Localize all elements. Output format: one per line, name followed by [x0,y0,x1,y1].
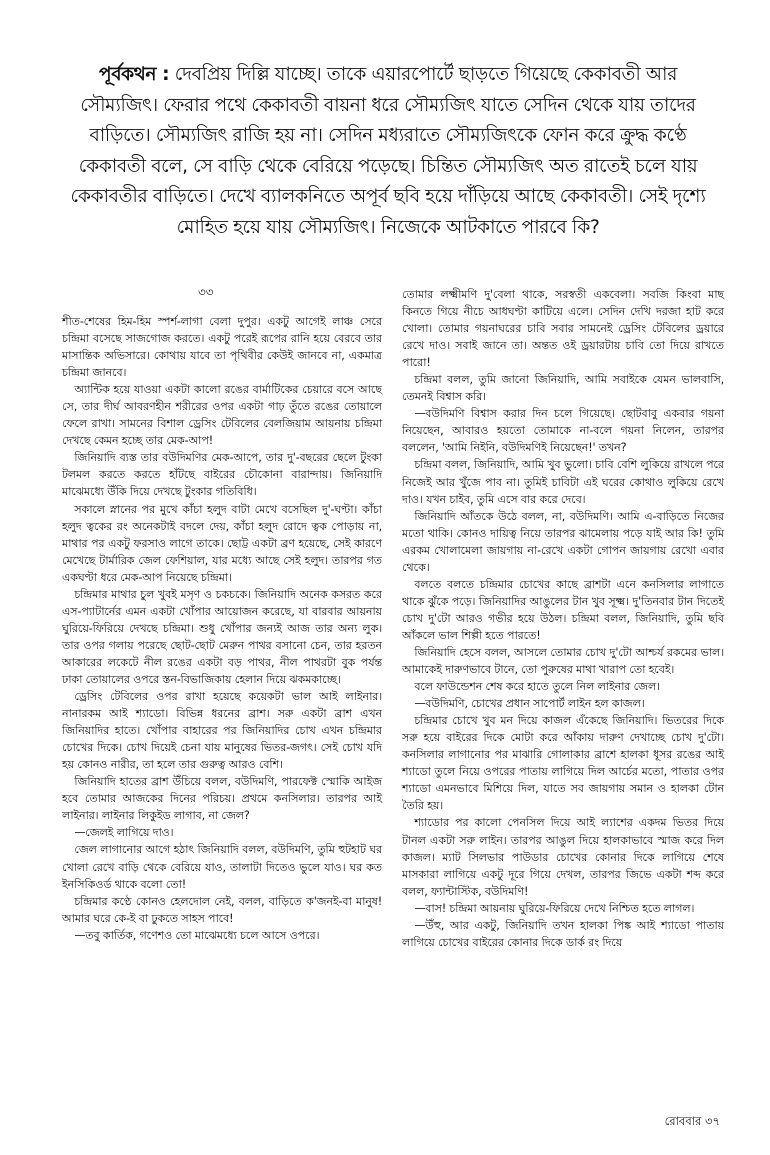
paragraph: চন্দ্রিমা বলল, তুমি জানো জিনিয়াদি, আমি সবাইকে যেমন ভালবাসি, তেমনই বিশ্বাস করি। [402,373,724,404]
paragraph: জিনিয়াদি আঁতকে উঠে বলল, না, বউদিমণি। আমি এ-বাড়িতে নিজের মতো থাকি। কোনও দায়িত্ব নিয়ে তারপর ঝামেলায় পড়ে যাই আর কি! তুমি এরকম খোলামেলা জায়গায় না-রেখে একটা গোপন জায়গায় রেখো এবার থেকে। [402,509,724,574]
paragraph: চন্দ্রিমার কণ্ঠে কোনও হেলদোল নেই, বলল, বাড়িতে ক'জনই-বা মানুষ! আমার ঘরে কে-ই বা ঢুকতে সাহস পাবে! [62,894,382,925]
dialogue: —বাস! চন্দ্রিমা আয়নায় ঘুরিয়ে-ফিরিয়ে দেখে নিশ্চিত হতে লাগল। [414,901,695,915]
dialogue: —তবু কার্তিক, গণেশও তো মাঝেমধ্যে চলে আসে ওপরে। [74,928,320,942]
paragraph: ড্রেসিং টেবিলের ওপর রাখা হয়েছে কয়েকটা ভাল আই লাইনার। নানারকম আই শ্যাডো। বিভিন্ন ধরনের ব্রাশ। সরু একটা ব্রাশ এখন জিনিয়াদির হাতে। খোঁপার বাহারের পর জিনিয়াদির চোখ এখন চন্দ্রিমার চোখের দিকে। চোখ দিয়েই চেনা যায় মানুষের ভিতর-জগৎ। সেই চোখ যদি হয় কোনও নারীর, তা হলে তার গুরুত্ব আরও বেশি। [62,690,382,772]
dialogue: —বউদিমণি বিশ্বাস করার দিন চলে গিয়েছে। ছোটবাবু একবার গয়না নিয়েছেন, আবারও হয়তো তোমাকে না-বলে গয়না নিলেন, তারপর বললেন, 'আমি নিইনি, বউদিমণিই নিয়েছেন!' তখন? [402,407,724,455]
page-folio: রোববার ৩৭ [664,1114,720,1128]
paragraph: জিনিয়াদি ব্যস্ত তার বউদিমণির মেক-আপে, তার দু'-বছরের ছেলে টুংকা টলমল করতে করতে হাঁটছে বাইরের চৌকোনা বারান্দায়। জিনিয়াদি মাঝেমধ্যে উঁকি দিয়ে দেখছে টুংকার গতিবিধি। [62,451,382,499]
paragraph: চন্দ্রিমার মাথার চুল খুবই মসৃণ ও চকচকে। জিনিয়াদি অনেক কসরত করে এস-প্যাটার্নের এমন একটা খোঁপার আয়োজন করেছে, যা বারবার আয়নায় ঘুরিয়ে-ফিরিয়ে দেখছে চন্দ্রিমা। শুধু খোঁপার জন্যই আজ তার অন্য লুক। তার ওপর গলায় পরেছে ছোট-ছোট মেরুন পাথর বসানো চেন, তার হরতন আকারের লকেটে নীল রঙের একটা বড় পাথর, নীল পাথরটা বুক পর্যন্ত ঢাকা তোয়ালের ওপরে স্তন-বিভাজিকায় হেলান দিয়ে ঝকমকাচ্ছে। [62,587,382,686]
dialogue: —বউদিমণি, চোখের প্রধান সাপোর্ট লাইন হল কাজল। [414,697,645,711]
paragraph: তোমার লক্ষ্মীমণি দু'বেলা থাকে, সরস্বতী একবেলা। সবজি কিংবা মাছ কিনতে গিয়ে নীচে আধঘণ্টা কাটিয়ে এলে। সেদিন দেখি দরজা হাট করে খোলা। তোমার গয়নাঘরের চাবি সবার সামনেই ড্রেসিং টেবিলের ড্রয়ারে রেখে দাও। সবাই জানে তা। অন্তত ওই ড্রয়ারটায় চাবি তো দিয়ে রাখতে পারো! [402,288,724,370]
recap-text: দেবপ্রিয় দিল্লি যাচ্ছে। তাকে এয়ারপোর্টে ছাড়তে গিয়েছে কেকাবতী আর সৌম্যজিৎ। ফেরার পথে কেকাবতী বায়না ধরে সৌম্যজিৎ যাতে সেদিন থেকে যায় তাদের বাড়িতে। সৌম্যজিৎ রাজি হয় না। সেদিন মধ্যরাতে সৌম্যজিৎকে ফোন করে ক্রুদ্ধ কণ্ঠে কেকাবতী বলে, সে বাড়ি থেকে বেরিয়ে পড়েছে। চিন্তিত সৌম্যজিৎ অত রাতেই চলে যায় কেকাবতীর বাড়িতে। দেখে ব্যালকনিতে অপূর্ব ছবি হয়ে দাঁড়িয়ে আছে কেকাবতী। সেই দৃশ্যে মোহিত হয়ে যায় সৌম্যজিৎ। নিজেকে আটকাতে পারবে কি? [70,64,706,238]
dialogue: —উঁহু, আর একটু, জিনিয়াদি তখন হালকা পিঙ্ক আই শ্যাডো পাতায় লাগিয়ে চোখের বাইরের কোনার দিকে ডার্ক রং দিয়ে [402,918,724,949]
paragraph: সকালে স্নানের পর মুখে কাঁচা হলুদ বাটা মেখে বসেছিল দু'-ঘণ্টা। কাঁচা হলুদ ত্বকের রং অনেকটাই বদলে দেয়, কাঁচা হলুদ রোদে ত্বক পোড়ায় না, মাথার পর একটু ফরসাও লাগে তাকে। ছোট্ট একটা ব্রণ হয়েছে, সেই কারণে মেখেছে টার্মারিক জেল ফেশিয়াল, যার মধ্যে আছে সেই হলুদ। তারপর গত একঘণ্টা ধরে মেক-আপ নিয়েছে চন্দ্রিমা। [62,502,382,584]
paragraph: শ্যাডোর পর কালো পেনসিল দিয়ে আই ল্যাশের একদম ভিতর দিয়ে টানল একটা সরু লাইন। তারপর আঙুল দিয়ে হালকাভাবে স্মাজ করে দিল কাজল। ম্যাট সিলভার পাউডার চোখের কোনার দিকে লাগিয়ে শেষে মাসকারা লাগিয়ে একটু দূরে গিয়ে দেখল, তারপর জিভে একটা শব্দ করে বলল, ফ্যান্টাস্টিক, বউদিমণি! [402,816,724,898]
paragraph: বলতে বলতে চন্দ্রিমার চোখের কাছে ব্রাশটা এনে কনসিলার লাগাতে থাকে ঝুঁকে পড়ে। জিনিয়াদির আঙুলের টান খুব সূক্ষ্ম। দু'তিনবার টান দিতেই চোখ দু'টো আরও গভীর হয়ে উঠল। চন্দ্রিমা বলল, জিনিয়াদি, তুমি ছবি আঁকলে ভাল শিল্পী হতে পারতে! [402,577,724,642]
dialogue: —জেলই লাগিয়ে দাও। [74,826,174,840]
paragraph: শীত-শেষের হিম-হিম স্পর্শ-লাগা বেলা দুপুর। একটু আগেই লাঞ্চ সেরে চন্দ্রিমা বসেছে সাজগোজ করতে। একটু পরেই রূপের রানি হয়ে বেরবে তার মাসান্তিক অভিসারে। কোথায় যাবে তা পৃথিবীর কেউই জানবে না, একমাত্র চন্দ্রিমা জানবে। [62,315,382,380]
paragraph: চন্দ্রিমা বলল, জিনিয়াদি, আমি খুব ভুলো। চাবি বেশি লুকিয়ে রাখলে পরে নিজেই আর খুঁজে পাব না। তুমিই চাবিটা এই ঘরের কোথাও লুকিয়ে রেখে দাও। যখন চাইব, তুমি এসে বার করে দেবে। [402,458,724,506]
paragraph: অ্যান্টিক হয়ে যাওয়া একটা কালো রঙের বার্মাটিকের চেয়ারে বসে আছে সে, তার দীর্ঘ আবরণহীন শরীরের ওপর একটা গাঢ় তুঁতে রঙের তোয়ালে ফেলে রাখা। সামনের বিশাল ড্রেসিং টেবিলের বেলজিয়াম আয়নায় চন্দ্রিমা দেখছে কেমন হচ্ছে তার মেক-আপ! [62,383,382,448]
chapter-number: ৩৩ [198,285,214,299]
paragraph: জিনিয়াদি হেসে বলল, আসলে তোমার চোখ দু'টো আশ্চর্য রকমের ভাল। আমাকেই দারুণভাবে টানে, তো পুরুষের মাথা খারাপ তো হবেই। [402,645,724,677]
story-recap [62,60,714,243]
paragraph: জেল লাগানোর আগে হঠাৎ জিনিয়াদি বলল, বউদিমণি, তুমি হুটহাট ঘর খোলা রেখে বাড়ি থেকে বেরিয়ে যাও, তালাটা দিতেও ভুলে যাও। ঘর কত ইনসিকিওর্ড থাকে বলো তো! [62,843,382,891]
left-column [62,313,382,944]
paragraph: বলে ফাউন্ডেশন শেষ করে হাতে তুলে নিল লাইনার জেল। [414,680,660,694]
paragraph: জিনিয়াদি হাতের ব্রাশ উঁচিয়ে বলল, বউদিমণি, পারফেক্ট স্মোকি আইজ হবে তোমার আজকের দিনের পরিচয়। প্রথমে কনসিলার। তারপর আই লাইনার। লাইনার লিকুইড লাগাব, না জেল? [62,775,382,823]
right-column [402,286,724,951]
paragraph: চন্দ্রিমার চোখে খুব মন দিয়ে কাজল এঁকেছে জিনিয়াদি। ভিতরের দিকে সরু হয়ে বাইরের দিকে মোটা করে আঁকায় দারুণ দেখাচ্ছে চোখ দু'টো। কনসিলার লাগানোর পর মাঝারি গোলাকার ব্রাশে হালকা ধূসর রঙের আই শ্যাডো তুলে নিয়ে ওপরের পাতায় লাগিয়ে দিল আর্চের মতো, পাতার ওপর শ্যাডো এমনভাবে মিশিয়ে দিল, যাতে সব জায়গায় সমান ও হালকা টোন তৈরি হয়। [402,714,724,813]
recap-label: পূর্বকথন : [98,64,170,85]
